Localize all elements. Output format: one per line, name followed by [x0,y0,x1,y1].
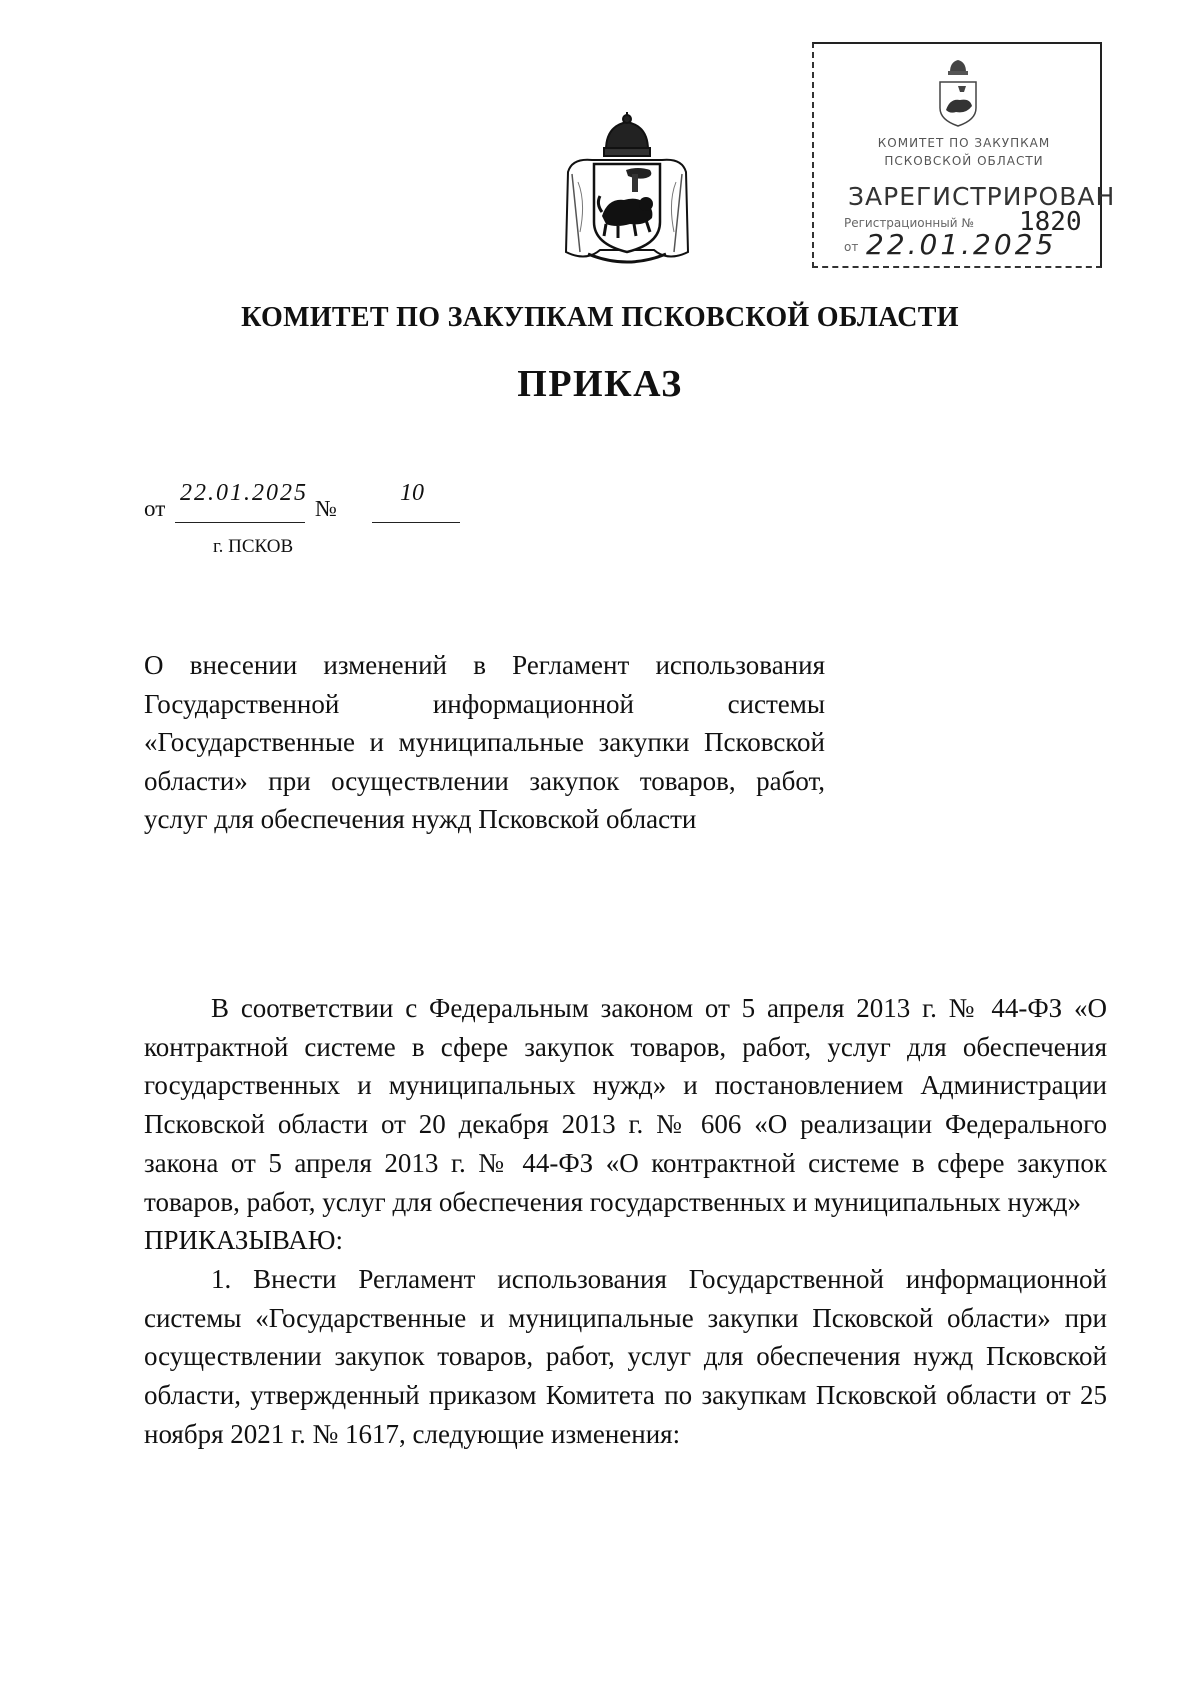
stamp-date: 22.01.2025 [866,228,1057,261]
preamble-paragraph: В соответствии с Федеральным законом от 5 апреля 2013 г. № 44-ФЗ «О контрактной системе в сфере закупок товаров, работ, услуг для обеспечения государственных и муниципальных нужд» и постановлением Администрации Псковской области от 20 декабря 2013 г. № 606 «О реализации Федерального закона от 5 апреля 2013 г. № 44-ФЗ «О контрактной системе в сфере закупок товаров, работ, услуг для обеспечения государственных и муниципальных нужд» [144,993,1107,1217]
committee-title: КОМИТЕТ ПО ЗАКУПКАМ ПСКОВСКОЙ ОБЛАСТИ [241,302,959,333]
stamp-org-line: ПСКОВСКОЙ ОБЛАСТИ [884,154,1044,168]
stamp-reg-number: 1820 [1019,207,1082,237]
number-label: № [315,496,337,521]
stamp-org-line: КОМИТЕТ ПО ЗАКУПКАМ [877,136,1051,150]
item-1-paragraph: 1. Внести Регламент использования Государственной информационной системы «Государственные и муниципальные закупки Псковской области» при осуществлении закупок товаров, работ, услуг для обеспечения нужд Псковской области, утвержденный приказом Комитета по закупкам Псковской области от 25 ноября 2021 г. № 1617, следующие изменения: [144,1263,1107,1449]
stamp-reg-label: Регистрационный № [844,216,974,230]
order-body [144,989,1107,1453]
handwritten-number: 10 [400,480,424,506]
document-type-title: ПРИКАЗ [517,363,683,405]
date-from-label: от [144,496,166,521]
stamp-status: ЗАРЕГИСТРИРОВАН [848,182,1116,211]
order-subject: О внесении изменений в Регламент использования Государственной информационной системы «Государственные и муниципальные закупки Псковской области» при осуществлении закупок товаров, работ, услуг для обеспечения нужд Псковской области [144,650,825,834]
stamp-date-label: от [844,240,859,254]
city-label: г. ПСКОВ [213,536,294,557]
registration-stamp [812,42,1116,268]
stamp-emblem-icon [932,58,984,128]
coat-of-arms-emblem [558,112,696,270]
order-word: ПРИКАЗЫВАЮ: [144,1225,343,1256]
handwritten-date: 22.01.2025 [180,480,308,506]
